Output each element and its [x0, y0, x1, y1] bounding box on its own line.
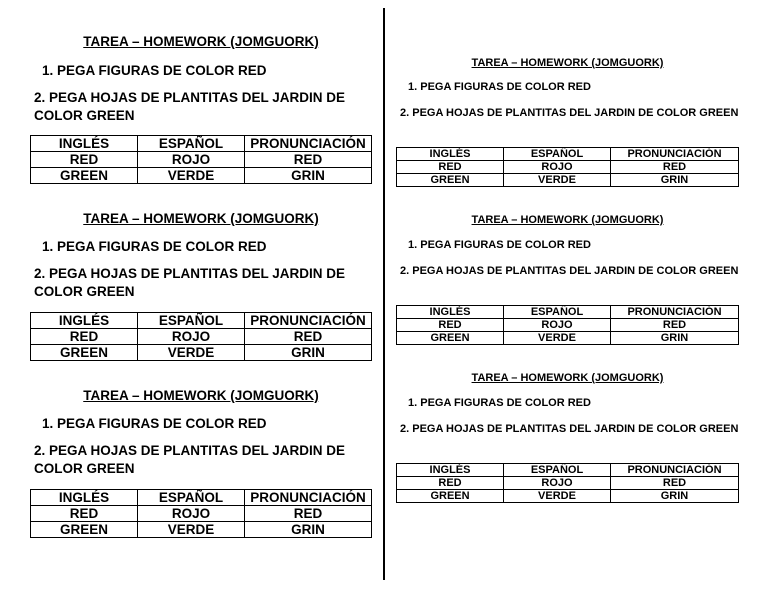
- table-row: [397, 174, 739, 187]
- vocabulary-table: [30, 489, 372, 538]
- table-cell: VERDE: [504, 174, 611, 187]
- homework-item-1: 1. PEGA FIGURAS DE COLOR RED: [42, 416, 267, 431]
- table-cell: RED: [611, 319, 739, 332]
- homework-title: TAREA – HOMEWORK (JOMGUORK): [471, 57, 664, 69]
- homework-item-2: 2. PEGA HOJAS DE PLANTITAS DEL JARDIN DE COLOR GREEN: [400, 423, 739, 435]
- homework-title: TAREA – HOMEWORK (JOMGUORK): [471, 214, 664, 226]
- table-header-cell: ESPAÑOL: [504, 464, 611, 477]
- table-header-cell: INGLÉS: [31, 313, 138, 329]
- table-cell: GREEN: [31, 168, 138, 184]
- table-cell: GREEN: [31, 522, 138, 538]
- table-cell: GREEN: [397, 490, 504, 503]
- table-header-cell: PRONUNCIACIÓN: [245, 136, 372, 152]
- table-header-cell: PRONUNCIACIÓN: [611, 464, 739, 477]
- table-cell: ROJO: [138, 329, 245, 345]
- table-cell: RED: [31, 506, 138, 522]
- table-header-row: [31, 136, 372, 152]
- table-cell: VERDE: [504, 332, 611, 345]
- table-cell: ROJO: [504, 161, 611, 174]
- homework-item-2: 2. PEGA HOJAS DE PLANTITAS DEL JARDIN DE COLOR GREEN: [34, 443, 346, 476]
- table-cell: RED: [245, 152, 372, 168]
- table-header-cell: ESPAÑOL: [138, 490, 245, 506]
- table-header-cell: PRONUNCIACIÓN: [611, 148, 739, 161]
- table-cell: RED: [31, 329, 138, 345]
- table-cell: GRIN: [611, 490, 739, 503]
- table-header-cell: INGLÉS: [397, 148, 504, 161]
- homework-title: TAREA – HOMEWORK (JOMGUORK): [471, 372, 664, 384]
- vocabulary-table: [30, 312, 372, 361]
- table-cell: RED: [397, 319, 504, 332]
- table-cell: GRIN: [245, 345, 372, 361]
- homework-title: TAREA – HOMEWORK (JOMGUORK): [83, 211, 319, 226]
- table-cell: RED: [245, 506, 372, 522]
- table-header-row: [31, 490, 372, 506]
- table-cell: ROJO: [138, 152, 245, 168]
- table-cell: VERDE: [504, 490, 611, 503]
- table-header-row: [397, 148, 739, 161]
- table-header-cell: INGLÉS: [31, 136, 138, 152]
- table-cell: RED: [611, 161, 739, 174]
- table-header-row: [397, 306, 739, 319]
- homework-item-1: 1. PEGA FIGURAS DE COLOR RED: [408, 81, 591, 93]
- table-row: [397, 161, 739, 174]
- table-cell: VERDE: [138, 168, 245, 184]
- table-header-cell: ESPAÑOL: [138, 313, 245, 329]
- vocabulary-table: [30, 135, 372, 184]
- vocabulary-table: [396, 463, 739, 503]
- table-cell: ROJO: [504, 319, 611, 332]
- table-header-cell: ESPAÑOL: [138, 136, 245, 152]
- table-row: [31, 522, 372, 538]
- homework-item-2: 2. PEGA HOJAS DE PLANTITAS DEL JARDIN DE COLOR GREEN: [34, 266, 346, 299]
- table-header-cell: INGLÉS: [397, 464, 504, 477]
- table-header-cell: PRONUNCIACIÓN: [245, 490, 372, 506]
- table-cell: VERDE: [138, 522, 245, 538]
- table-cell: GREEN: [397, 332, 504, 345]
- vocabulary-table: [396, 305, 739, 345]
- table-cell: GRIN: [611, 174, 739, 187]
- table-header-cell: ESPAÑOL: [504, 306, 611, 319]
- table-header-cell: INGLÉS: [397, 306, 504, 319]
- table-cell: RED: [31, 152, 138, 168]
- table-row: [397, 490, 739, 503]
- table-cell: GREEN: [31, 345, 138, 361]
- table-cell: GRIN: [611, 332, 739, 345]
- table-row: [397, 319, 739, 332]
- table-header-cell: PRONUNCIACIÓN: [245, 313, 372, 329]
- table-cell: RED: [397, 477, 504, 490]
- table-cell: RED: [397, 161, 504, 174]
- homework-item-2: 2. PEGA HOJAS DE PLANTITAS DEL JARDIN DE COLOR GREEN: [400, 107, 739, 119]
- vocabulary-table: [396, 147, 739, 187]
- table-cell: ROJO: [504, 477, 611, 490]
- table-header-row: [397, 464, 739, 477]
- homework-item-2: 2. PEGA HOJAS DE PLANTITAS DEL JARDIN DE COLOR GREEN: [400, 265, 739, 277]
- table-cell: VERDE: [138, 345, 245, 361]
- homework-item-2: 2. PEGA HOJAS DE PLANTITAS DEL JARDIN DE COLOR GREEN: [34, 90, 346, 123]
- table-cell: GREEN: [397, 174, 504, 187]
- table-header-cell: PRONUNCIACIÓN: [611, 306, 739, 319]
- table-cell: GRIN: [245, 168, 372, 184]
- table-cell: RED: [245, 329, 372, 345]
- table-row: [397, 332, 739, 345]
- column-divider: [383, 8, 385, 580]
- homework-title: TAREA – HOMEWORK (JOMGUORK): [83, 34, 319, 49]
- homework-item-1: 1. PEGA FIGURAS DE COLOR RED: [408, 397, 591, 409]
- table-header-row: [31, 313, 372, 329]
- table-cell: ROJO: [138, 506, 245, 522]
- table-cell: RED: [611, 477, 739, 490]
- table-row: [31, 168, 372, 184]
- homework-item-1: 1. PEGA FIGURAS DE COLOR RED: [42, 63, 267, 78]
- homework-item-1: 1. PEGA FIGURAS DE COLOR RED: [42, 239, 267, 254]
- table-header-cell: INGLÉS: [31, 490, 138, 506]
- table-row: [31, 506, 372, 522]
- homework-item-1: 1. PEGA FIGURAS DE COLOR RED: [408, 239, 591, 251]
- table-row: [397, 477, 739, 490]
- table-header-cell: ESPAÑOL: [504, 148, 611, 161]
- table-row: [31, 152, 372, 168]
- homework-title: TAREA – HOMEWORK (JOMGUORK): [83, 388, 319, 403]
- table-row: [31, 345, 372, 361]
- table-cell: GRIN: [245, 522, 372, 538]
- table-row: [31, 329, 372, 345]
